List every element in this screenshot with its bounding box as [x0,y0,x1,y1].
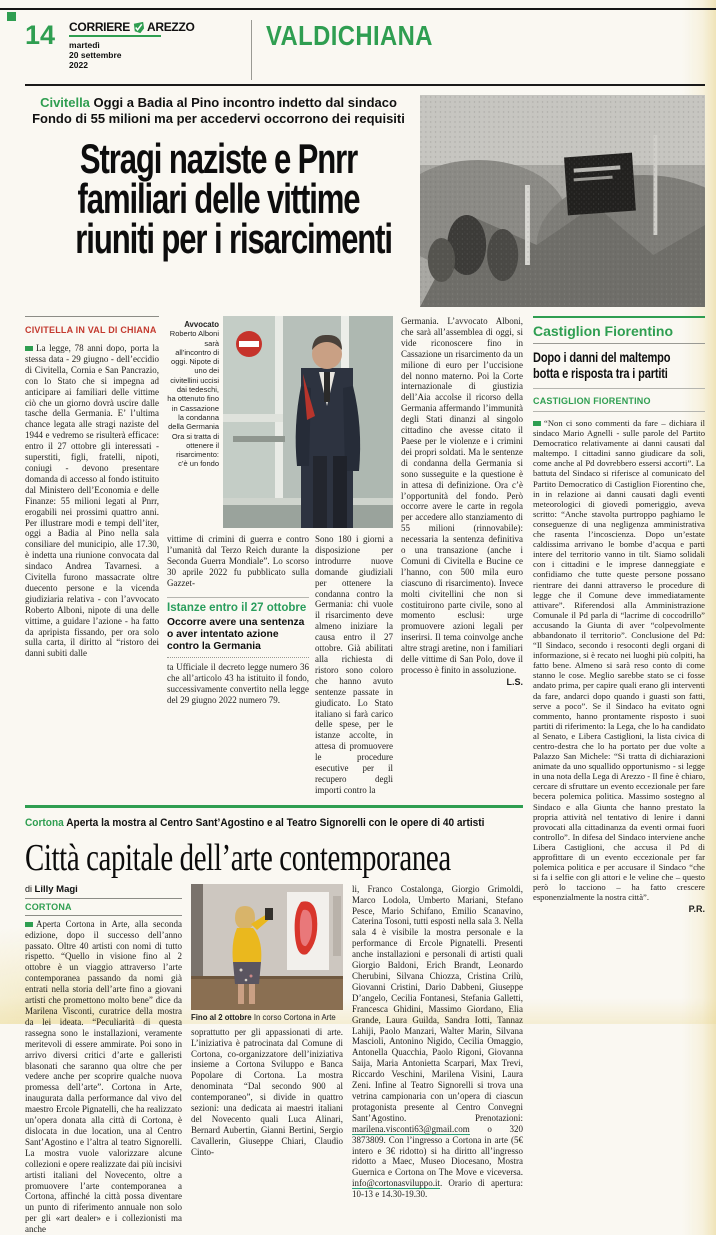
section-title: VALDICHIANA [266,20,433,51]
lawyer-photo-image [223,316,393,528]
right-story-kicker: Castiglion Fiorentino [533,323,673,339]
top-story-col2b: ta Ufficiale il decreto legge numero 36 che all’articolo 43 ha istituito il fondo, successivamente convertito nella legge del 29 giugno 2022 numero 79. [167,662,309,706]
kicker-line1: Oggi a Badia al Pino incontro indetto dal sindaco [93,95,397,110]
masthead-logo-icon [132,21,145,34]
date-weekday: martedì [69,40,100,50]
top-story-signature: L.S. [506,676,523,687]
bottom-story-col1: Aperta Cortona in Arte, alla seconda edizione, dopo il successo dell’anno passato. Oltre 40 artisti con nomi di tutto rispetto. “Quello in visione fino al 2 ottobre è un viaggio attraverso l’arte contemporanea passando da nomi già entrati nella storia dell’arte fino a giovani artisti che promettono molto bene” dice da Marilena Visconti, curatrice della mostra da lei ideata. “Peculiarità di questa rassegna sono le installazioni, veramente meritevoli di essere ammirate. Poi sono in arrivo diversi critici d’arte e galleristi blasonati che saranno qua oltre che per vedere anche per scoprire qualche nuova promessa dell’arte”. Cortona in Arte, inaugurata dalla performance dal vivo del maestro Ercole Pignatelli, che ha realizzato un’opera donata alla città di Cortona, è dislocata in due location, una al Centro Sant’Agostino e l’altra al teatro Signorelli. La mostra vuole valorizzare alcune collezioni e opere realizzate dai più incisivi artisti italiani del Novecento, oltre a promuovere l’arte contemporanea a Cortona, affinché la città possa diventare un punto di riferimento annuale non solo per gli «art dealer» e i collezionisti ma anche [25,918,182,1235]
section-separator-rule [25,805,523,808]
bottom-story-kicker [25,817,484,829]
top-story-col2a: vittime di crimini di guerra e contro l’umanità dal Terzo Reich durante la Seconda Guerra Mondiale”. Lo scorso 30 aprile 2022 fu pubblicato sulla Gazzet- [167,534,309,588]
top-story-kicker [25,95,412,127]
bottom-story-col2: soprattutto per gli appassionati di arte. L’iniziativa è patrocinata dal Comune di Cortona, co-organizzatore dell’iniziativa insieme a Cortona Sviluppo e Banca Popolare di Cortona. La mostra denominata “Dal secondo 900 al contemporaneo”, si divide in quattro sezioni: una dedicata ai maestri italiani del Novecento quali Luca Alinari, Bernard Aubertin, Gianni Bertini, Sergio Cavallerin, Giuseppe Chiari, Claudio Cinto- [191,1026,343,1157]
byline-name: Lilly Magi [34,883,78,895]
article-place-label: CIVITELLA IN VAL DI CHIANA [25,325,157,335]
caption-lead: Avvocato [184,320,219,329]
byline-prefix: di [25,883,33,894]
bottom-kicker-location: Cortona [25,816,64,829]
headline-line-2: familiari delle vittime [77,175,360,222]
page-header [25,20,705,82]
gallery-caption-lead: Fino al 2 ottobre [191,1012,252,1022]
top-story-col3: Sono 180 i giorni a disposizione per introdurre nuove domande giudiziali per ottenere la condanna contro la Germania: chi vuole il risarcimento deve almeno iniziare la causa entro il 27 ottobre. Già abilitati alla richiesta di ristoro sono coloro che hanno avuto sentenze passate in giudicato. Lo Stato italiano si farà carico delle spese, per le istanze accolte, in attesa di promuovere le procedure esecutive per il recupero degli importi contro la [315,534,393,795]
caption-text: Roberto Alboni sarà all’incontro di oggi. Nipote di uno dei civitellini uccisi dai tedeschi, ha ottenuto fino in Cassazione la condanna della Germania Ora si tratta di ottenere il risarcimento: c’è un fondo [167,329,219,469]
right-place-label: CASTIGLION FIORENTINO [533,396,651,406]
header-divider [251,20,252,80]
masthead-underline [69,35,161,37]
right-story-headline [533,350,705,381]
info-box-subtitle: Occorre avere una sentenza o aver intentato azione contro la Germania [167,616,305,653]
kicker-line2: Fondo di 55 milioni ma per accedervi occorrono dei requisiti [32,111,405,126]
newspaper-page [25,14,705,1235]
booking-email-link[interactable]: marilena.visconti63@gmail.com [352,1123,470,1134]
label-rule [25,915,182,916]
kicker-location: Civitella [40,95,90,110]
paragraph-marker [25,346,33,351]
gallery-photo-caption [191,1013,343,1022]
war-photo [420,95,705,307]
right-headline-line-1: Dopo i danni del maltempo [533,350,671,365]
lawyer-photo-caption [167,316,219,528]
header-rule [25,84,705,86]
top-story-col1: La legge, 78 anni dopo, porta la stessa data - 29 giugno - dell’eccidio di Civitella, Cornia e San Pancrazio, con lo Stato che si impegna ad anticipare ai familiari delle vittime ciò che un giorno dovrà uscire dalle tasche della Germania. E’ l’ultima chance legata alle stragi naziste del 1944 e vedremo se risulterà efficace: entro il 27 ottobre gli interessati - superstiti, figli, fratelli, nipoti, coniugi - devono presentare domanda di accesso al fondo istituito dal Ministero dell’Economia e delle Finanze: 55 milioni legati al Pnrr, erogabili nei prossimi quattro anni. Per illustrare modi e tempi dell’iter, oggi a Badia al Pino nella sala consiliare del municipio, alle 17.30, è indetta una riunione convocata dal sindaco Andrea Tavarnesi. a Civitella furono massacrate oltre duecento persone e la vicenda giudiziaria relativa - con l’avvocato Roberto Alboni, nipote di una delle vittime, a guidare l’azione - ha fatto da apripista fissando, per ora solo sulla carta, il diritto al “ristoro dei danni subiti dalle [25,343,159,659]
top-story-body [25,316,523,796]
print-registration-mark [7,12,16,21]
top-story-headline [25,135,412,262]
right-story-hairline [533,343,705,344]
date-year: 2022 [69,60,88,70]
bottom-story-headline: Città capitale dell’arte contemporanea [25,836,451,879]
lawyer-photo [223,316,393,528]
top-story-banner [25,95,705,307]
masthead-name-left: CORRIERE [69,20,130,34]
right-story [533,316,705,1235]
top-story-col4: Germania. L’avvocato Alboni, che sarà all’assemblea di oggi, si vide riconoscere fino in Cassazione un risarcimento da un milione di euro per l’uccisione del nonno materno. Poi la Corte internazionale di giustizia dell’Aia accolse il ricorso della Germania affermando l’immunità degli Stati dinanzi al singolo cittadino che avesse citato il Paese per le violenze e i crimini dei propri soldati. Ma le sentenze di condanna della Germania si sono susseguite e la questione è in attesa di definizione. Ora c’è l’opportunità del fondo. Però occorre avere le carte in regola per accedere allo stanziamento di 55 milioni (rinnovabile): necessaria la sentenza definitiva o una transazione (anche i Comuni di Civitella e Bucine ce l’hanno, con 500 mila euro ciascuno di risarcimento). Invece molti civitellini che non si costituirono parte civile, sono al momento esclusi: urge promuovere azioni legali per inserirsi. Il tema coinvolge anche altre stragi aretine, non i familiari delle vittime di San Polo, dove il processo è finito in assoluzione. [401,316,523,675]
date-day: 20 settembre [69,50,122,60]
headline-line-3: riuniti per i risarcimenti [75,215,392,262]
paragraph-marker [25,922,33,927]
byline [25,884,182,895]
info-email-link[interactable]: info@cortonasviluppo.it [352,1178,441,1189]
gallery-photo [191,884,343,1010]
paragraph-marker [533,421,541,426]
right-story-signature: P.R. [688,903,705,914]
info-box [167,594,309,659]
info-box-title: Istanze entro il 27 ottobre [167,597,309,617]
bottom-place-label: CORTONA [25,901,72,912]
right-story-body: “Non ci sono commenti da fare – dichiara il sindaco Mario Agnelli - sulle parole del Partito Democratico relativamente ai danni causati dal maltempo. I cittadini sanno giudicare da soli, come anche al Pd dovrebbero essersi accorti”. La battuta del Sindaco si riferisce al comunicato del Partito Democratico di Castiglion Fiorentino che, in in relazione ai danni causati dagli eventi meteorologici di giovedì pomeriggio, aveva scritto: “Anche stavolta purtroppo paghiamo le conseguenze di una negligenza amministrativa che rasenta l’incoscienza. Dopo un’estate caldissima arrivano le bombe d’acqua e parti intere del territorio vanno in tilt. Siamo solidali con i cittadini e le imprese danneggiate e confidiamo che tutte queste persone possano rientrare dei danni attraverso le procedure di legge che il Comune deve immediatamente attivare”. Riferendosi alla Amministrazione Comunale il Pd parla di “lacrime di coccodrillo” accusando la Giunta di aver “colpevolmente abbandonato il territorio”. Conclusione del Pd: “Il Sindaco, secondo i resoconti degli organi di informazione, si è recato nei luoghi più colpiti, ha fatto bene. Almeno si sarà reso conto di come stanno le cose. Meglio sarebbe stato se ci fosse andato prima, per capire quali erano gli interventi da fare, andarci dopo quando i guasti son fatti, serve a poco”. Se il Sindaco ha evitato ogni commento, hanno prontamente risposto i suoi partiti di riferimento: la Lega, che lo ha candidato al Senato, e Libera Castiglioni, la lista civica di centro-destra che lo ha portato per due volte a Palazzo San Michele: “Si tratta di dichiarazioni animate da uno squallido opportunismo - si legge in una nota della Lega di Arezzo - Il fine è chiaro, cercare di sfruttare un evento eccezionale per fare becera polemica politica. Massimo sostegno al Sindaco e alla Giunta che hanno prestato la propria attività nel tentativo di lenire i danni provocati alla cittadinanza da eventi ormai fuori controllo”. In difesa del Sindaco interviene anche Libera Castiglioni, che accusa il Pd di approfittare di un evento eccezionale per far polemica politica e per accusare il Sindaco “che si fa i selfie con gli attori e le veline che – questo però lo tacciono – ha fatto crescere esponenzialmente la nostra città”. [533,418,705,903]
page-top-rule [0,8,716,10]
masthead-date [69,40,219,70]
gallery-caption-text: In corso Cortona in Arte [253,1012,336,1022]
gallery-photo-image [191,884,343,1010]
bottom-story-col3: li, Franco Costalonga, Giorgio Grimoldi, Marco Lodola, Umberto Mariani, Stefano Pesce, Mario Schifano, Emilio Scanavino, Caterina Tosoni, tutti esposti nella sala 3. Nella sala 4 è visibile la mostra personale e la performance di Ercole Pignatelli. Presenti anche installazioni e personali di artisti quali Giorgio Baldoni, Erich Brandt, Leonardo Cherubini, Silvana Chiozza, Cristina Crilù, Giovanni Cristini, Dario Dabbeni, Giuseppe D’angelo, Cecilia Fontanesi, Stefania Galletti, Francesca Ghidini, Massimo Giordano, Elia Grande, Laura Guilda, Sandra Iotti, Tannaz Lahiji, Paolo Manzari, Walter Marin, Silvana Mascioli, Antonino Nigido, Cecilia Omaggio, Antonella Quacchia, Paolo Rigoni, Giovanna Saija, Maria Antonietta Scarpari, Max Trevi, Riccardo Veschini, Marilena Visini, Laura Zeni. Infine al Teatro Signorelli si trova una vetrina campionaria con un’opera di ciascun protagonista presente al Centro Convegni Sant’Agostino. Prenotazioni: marilena.visconti63@gmail.com o 320 3873809. Con l’ingresso a Cortona in arte (5€ intero e 3€ ridotto) si ha diritto all’ingresso ridotto a Maec, Museo Diocesano, Mostra Guernica e Cortona on The Move e viceversa. info@cortonasviluppo.it. Orario di apertura: 10-13 e 14.30-19.30. [352,883,523,1200]
right-headline-line-2: botta e risposta tra i partiti [533,365,668,381]
masthead [69,20,219,70]
headline-line-1: Stragi naziste e Pnrr [79,135,358,182]
byline-rule [25,898,182,899]
masthead-name-right: AREZZO [147,20,195,34]
bottom-kicker-text: Aperta la mostra al Centro Sant’Agostino e al Teatro Signorelli con le opere di 40 artisti [66,816,485,829]
page-number: 14 [25,20,56,50]
war-photo-image [420,95,705,307]
